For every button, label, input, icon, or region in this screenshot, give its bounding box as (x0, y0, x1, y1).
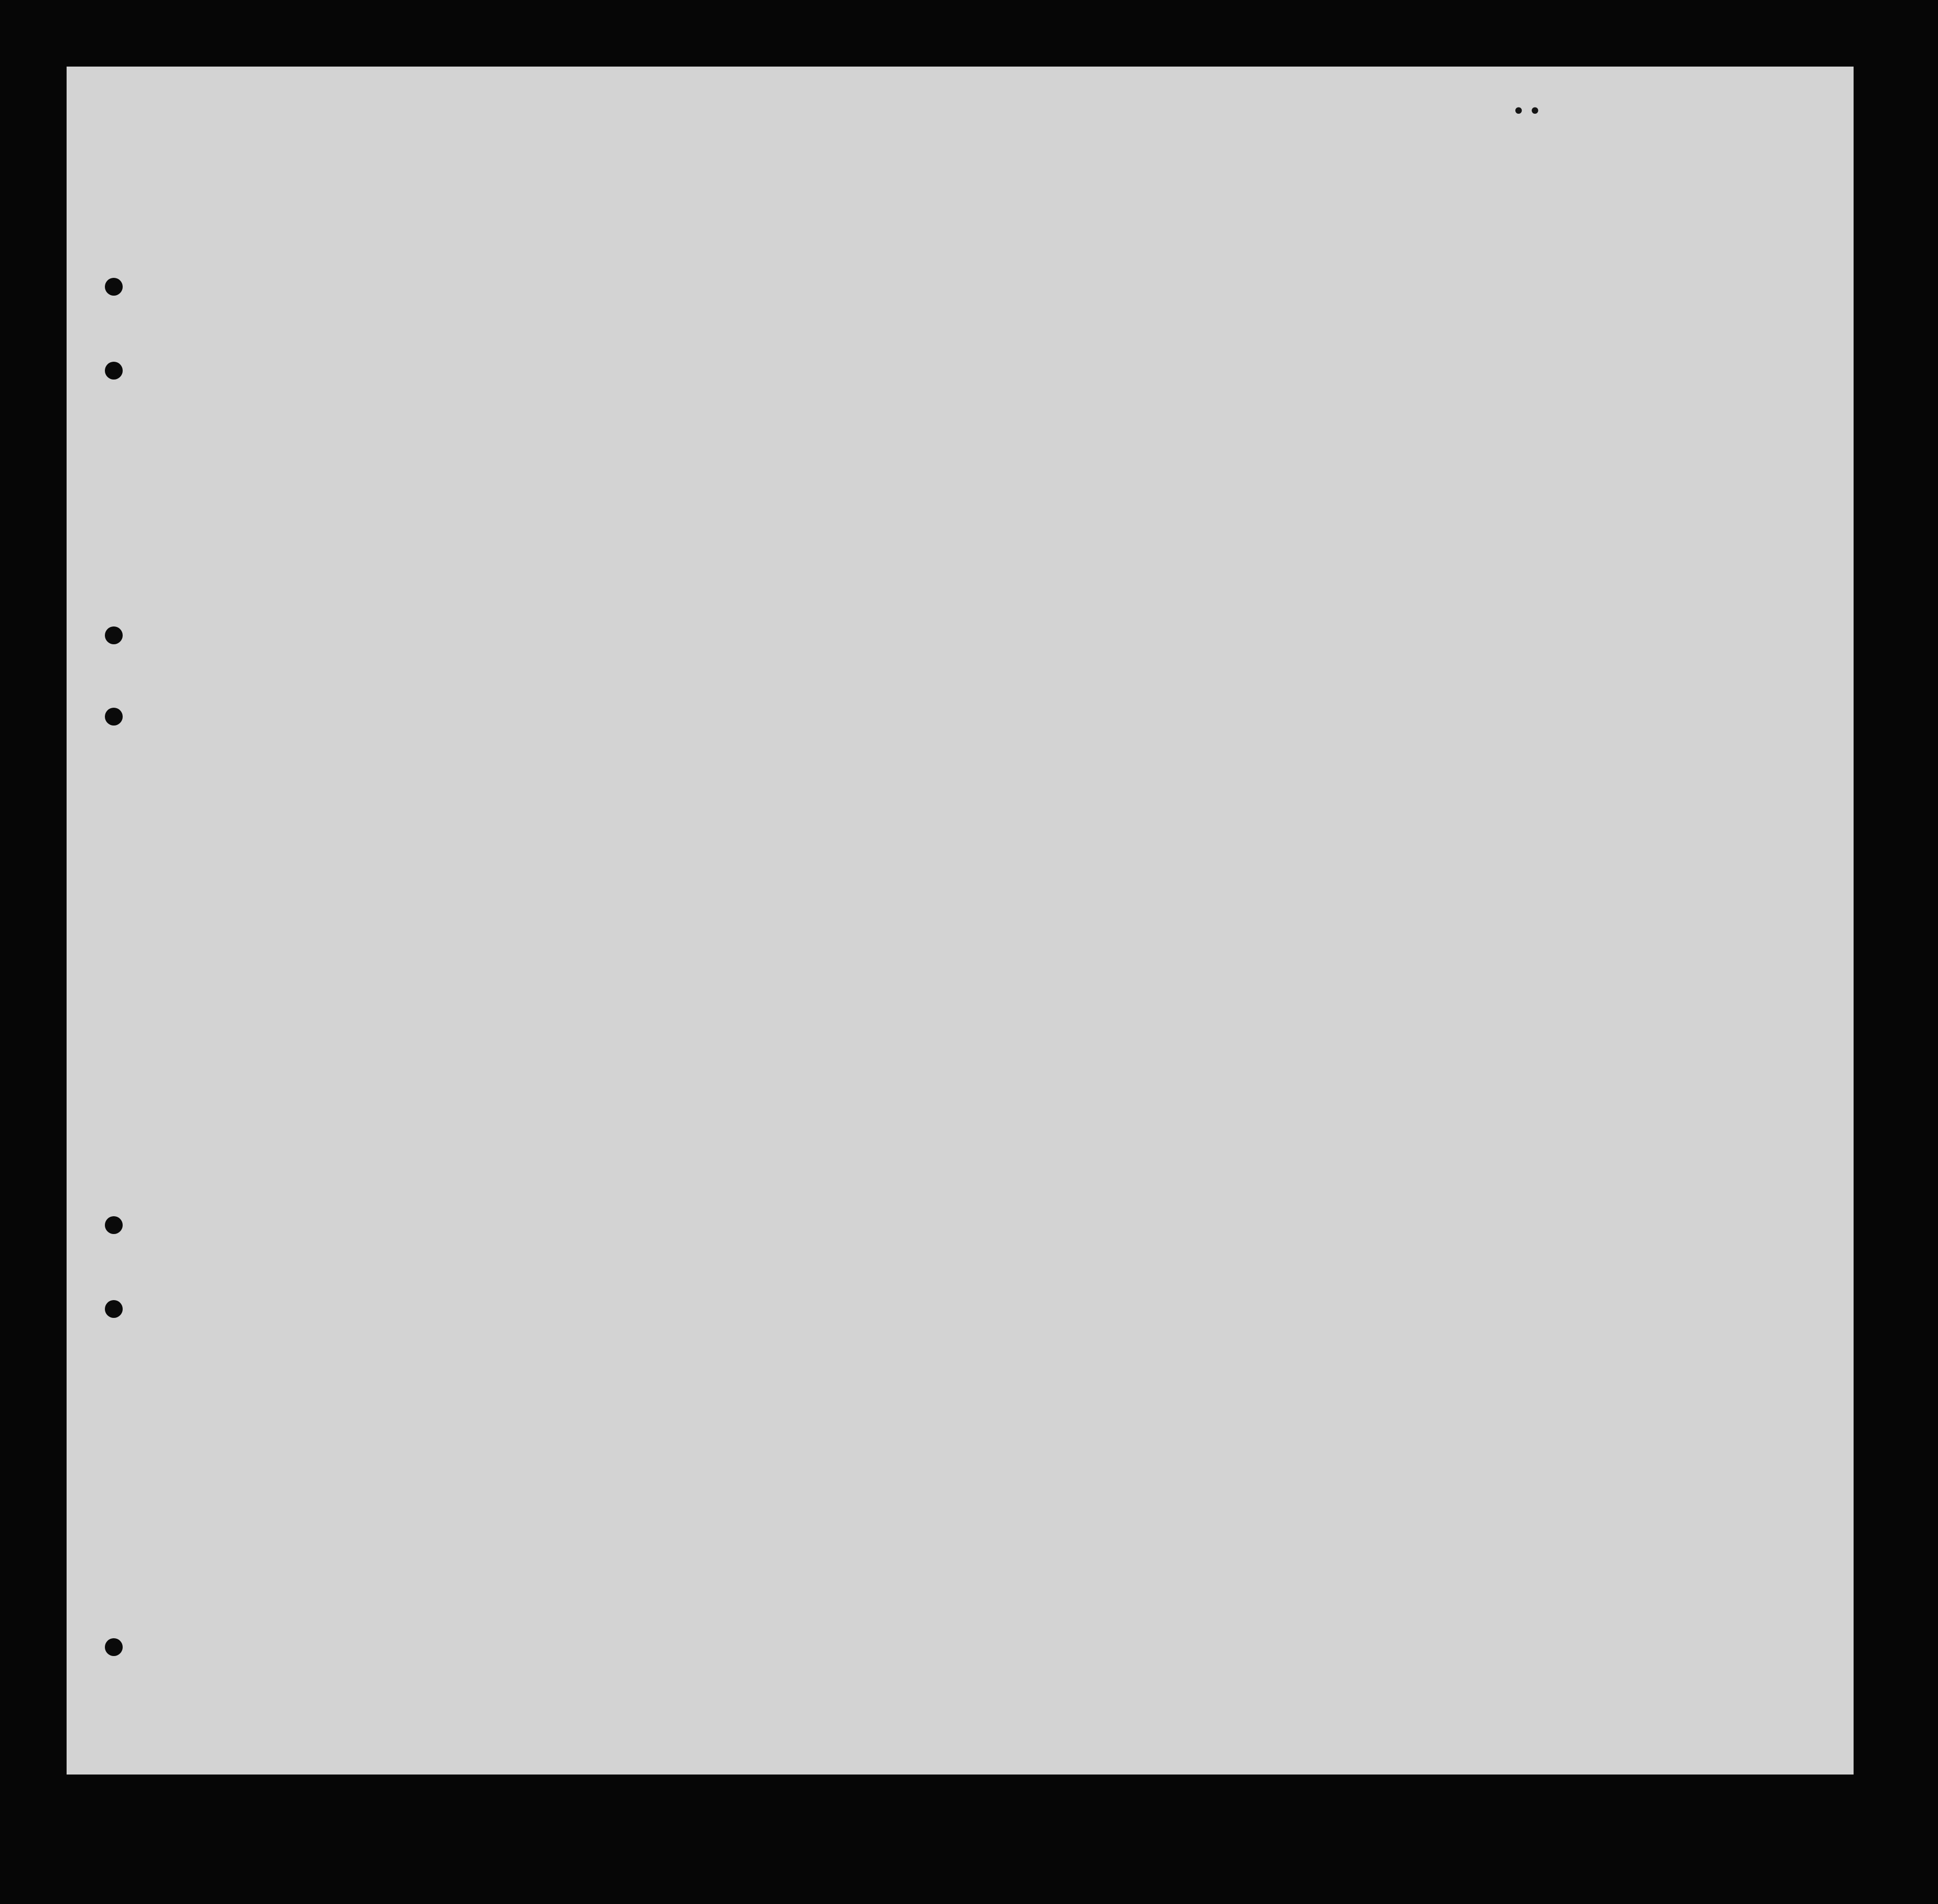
stray-mark: • • (1514, 96, 1540, 126)
binder-hole (105, 362, 123, 380)
binder-hole (105, 1638, 123, 1656)
manifest-sheet (67, 67, 1854, 1775)
binder-hole (105, 626, 123, 644)
binder-hole (105, 278, 123, 296)
form-grid (67, 67, 1854, 1775)
binder-hole (105, 1300, 123, 1318)
binder-hole (105, 708, 123, 726)
binder-hole (105, 1216, 123, 1234)
